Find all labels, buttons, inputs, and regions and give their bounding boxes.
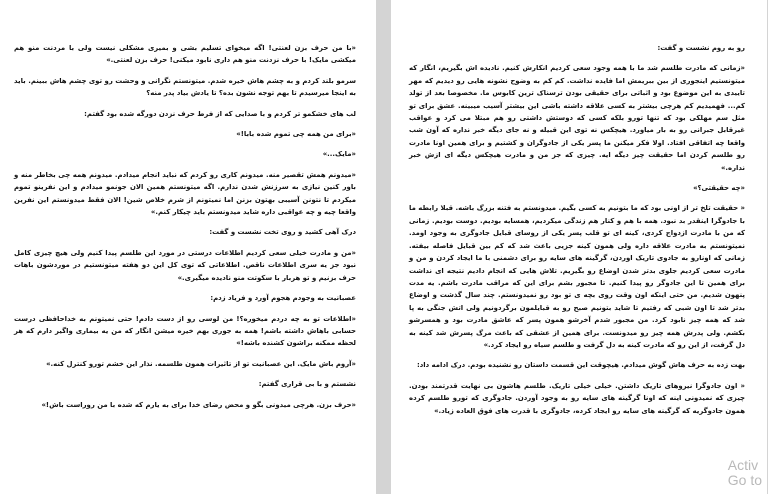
left-paragraph-6: «میدونم همش تقصیر منه. میدونم کاری رو کردم که نباید انجام میدادم. میدونم همه چی بخاطر منه و باور کنین نیازی به سرزنش شدن ندارم. اگه میتونستم همین الان جونمو میدادم و این نفرینو تموم میکردم تا نتونن آسیبی بهتون بزنن اما نمیتونم از شرم خلاص شین! الان فقط میدونستم این نفرین واقعا چیه و چه عواقبی داره شاید میدونستم باید چیکار کنم.»	[14, 170, 356, 217]
page-gutter	[376, 0, 391, 494]
left-paragraph-7: درک آهی کشید و روی تخت نشست و گفت:	[209, 228, 356, 237]
left-paragraph-10: «اطلاعات تو به چه دردم میخوره؟! من لوسی رو از دست دادم! حتی نمیتونم به خداحافظی درست حسابی باهاش داشته باشم! همه به جوری بهم خیره میشن انگار که من یه بیماری واگیر دارم که هر لحظه ممکنه براشون کشنده باشه!»	[14, 314, 356, 348]
activation-watermark	[728, 458, 762, 488]
right-page	[391, 0, 767, 494]
left-page	[0, 0, 376, 494]
watermark-line-1: Activ	[727, 457, 759, 473]
left-paragraph-2: سرمو بلند کردم و به چشم هاش خیره شدم. میتونستم نگرانی و وحشت رو توی چشم هاش ببینم. باید به اینجا میرسیدم تا بهم توجه نشون بده؟ تا یادش بیاد پدر منه؟	[14, 76, 356, 98]
left-paragraph-9: عصبانیت به وجودم هجوم آورد و فریاد زدم:	[210, 294, 356, 303]
right-paragraph-3: «چه حقیقتی؟»	[693, 184, 745, 193]
left-paragraph-4: «برای من همه چی تموم شده بابا!»	[236, 130, 356, 139]
left-paragraph-11: «آروم باش مایک. این عصبانیت تو از تاثیرات همون طلسمه. نذار این خشم تورو کنترل کنه.»	[46, 359, 356, 368]
left-paragraph-1: «با من حرف بزن لعنتی! اگه میخوای تسلیم بشی و بمیری مشکلی نیست ولی با مردنت منو هم میکشی مایک! با حرف نزدنت منو هم داری نابود میکنی! حرف بزن لعنتی.»	[14, 44, 356, 65]
right-paragraph-6: « اون جادوگرا نیروهای تاریک داشتن. خیلی خیلی تاریک. طلسم هاشون بی نهایت قدرتمند بودن. چیزی که نمیدونی اینه که اونا گرگینه های سایه رو به وجود آوردن. جادوگری که تورو طلسم کرده همون جادوگریه که گرگینه های سایه رو ایجاد کرده، جادوگری با قدرت های فوق العاده زیاد.»	[409, 381, 745, 415]
right-paragraph-4: « حقیقت تلخ تر از اونی بود که ما بتونیم به کسی بگیم. میدونستم به فتنه بزرگ باشه. قبلا رابطه ما با جادوگرا اینقدر بد نبود. همه با هم و کنار هم زندگی میکردیم، همسایه بودیم. دوست بودیم. زمانی که من با مادرت ازدواج کردی، کینه ای تو قلب پسر یکی از روسای قبایل جادوگری به وجود اومد. نمیتونستم به مادرت علاقه داره ولی همون کینه جزیی باعث شد که کم بین قبایل فاصله بیفته. زمانی که اونارو به جادوی تاریک اوردن، گرگینه های سایه رو برای دشمنی با ما ایجاد کردن و من و مادرت سعی کردیم جلوی بدتر شدن اوضاع رو بگیریم. تلاش هایی که انجام دادیم نتیجه ای نداشت برای همین تا این جادوگر رو پیدا کنیم. تا مجبور بشم برای این که مراقب مادرت باشم. یه مدت پنهون شدیم. من حتی اینکه اون وقت روی بچه ی تو بود رو نمیدونستم. چند سال گذشت و اوضاع بدتر شد تا اون شبی که رفتیم تا شاید بتونیم صبح رو به قبایلمون برگردونیم ولی اتش جنگی به پا شد که همه چیز نابود کرد. من مجبور شدم آخرشو همون پسر که عاشق مادرت بود و همسرشو بکشم. ولی پدرش همه چیز رو میدونست. برای همین از عشقی که باعث مرگ پسرش شد کینه به دل گرفت، از این رو که مادرت کینه به دل گرفت و طلسم سیاه رو ایجاد کرد.»	[409, 204, 745, 349]
right-paragraph-5: بهت زده به حرف هاش گوش میدادم. هیچوقت این قسمت داستان رو نشنیده بودم. درک ادامه داد:	[416, 361, 745, 370]
right-paragraph-2: «زمانی که مادرت طلسم شد ما با همه وجود سعی کردیم انکارش کنیم. نادیده اش بگیریم، انگار که میتونستیم اینجوری از بین ببریمش اما فایده نداشت. کم کم به وضوح نشونه هایی رو دیدیم که مهر تاییدی به این موضوع بود و اثباتی برای حقیقی بودن ترسناک ترین کابوس ما. مخصوصا بعد از تولد کم... فهمیدیم کم هرچی بیشتر به کسی علاقه داشته باشی این بیشتر آسیب میبینه. عشق برای تو مثل سم مهلکی بود که تنها تورو بلکه کسی که دوستش داشتی رو هم مبتلا می کرد و عواقب غیرقابل جبرانی رو به بار میاورد. هیچکس نه توی این قبیله و نه جای دیگه خبر نداره که آون شب واقعا چه اتفاقی افتاد. اولا فکر میکنن ما پسر یکی از جادوگران و کشتیم و برای همین اونا مادرت رو طلسم کردن اما حقیقت چیز دیگه ایه. چیزی که جز من و مادرت هیچکس دیگه ای ازش خبر نداره.»	[409, 64, 745, 172]
left-paragraph-13: «حرف بزن. هرچی میدونی بگو و محض رضای خدا برای به یارم که شده با من روراست باش!»	[41, 400, 356, 409]
left-paragraph-3: لب های خشکمو تر کردم و با صدایی که از فرط حرف نزدن دورگه شده بود گفتم:	[84, 109, 356, 118]
watermark-line-2: Go to	[727, 472, 762, 488]
left-paragraph-8: «من و مادرت خیلی سعی کردیم اطلاعات درستی در مورد این طلسم پیدا کنیم ولی هیچ چیزی کامل نبود جز یه سری اطلاعات ناقص. اطلاعاتی که توی کل این دو هفته میتونستیم در موردشون باهات حرف بزنیم و تو هربار با سکوتت منو نادیده میگیری.»	[14, 248, 356, 282]
left-paragraph-12: نشستم و با بی قراری گفتم:	[258, 380, 356, 389]
right-paragraph-1: رو به روم نشست و گفت:	[657, 44, 745, 52]
left-paragraph-5: «مایک...»	[322, 150, 356, 159]
